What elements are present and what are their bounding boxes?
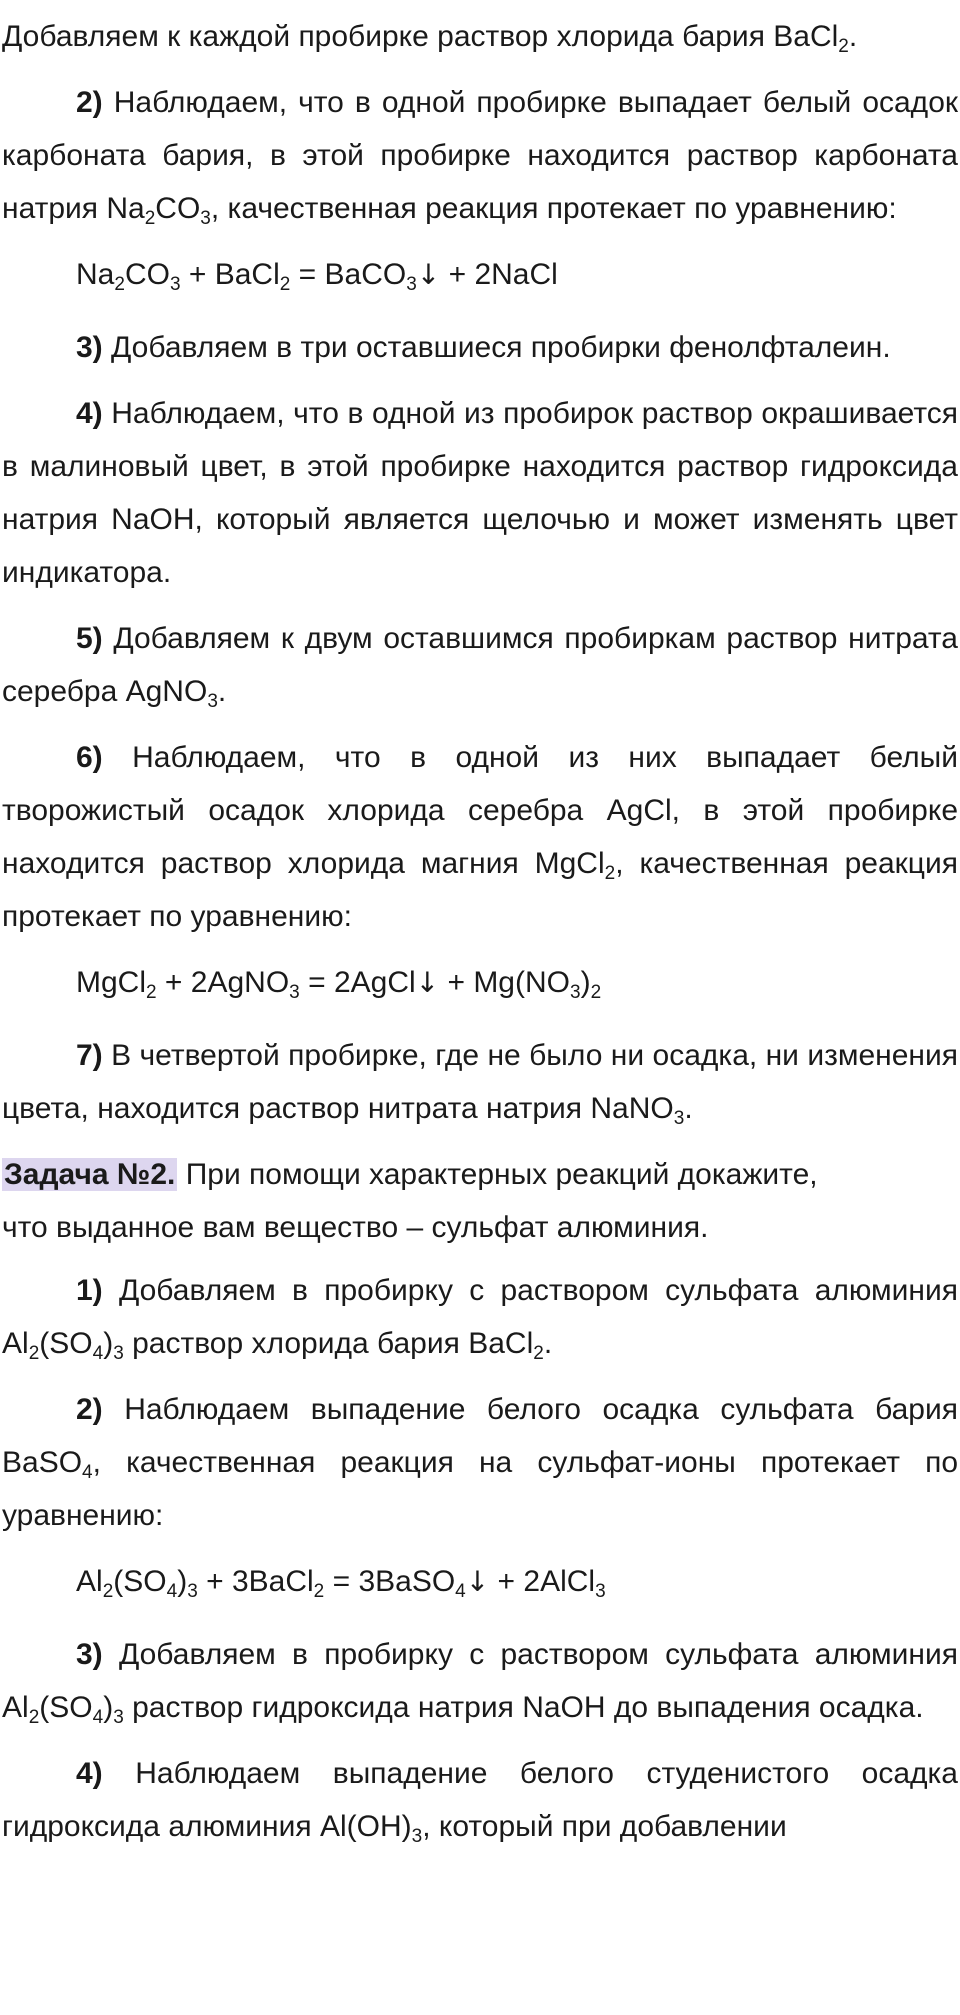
step-number: 3) (76, 331, 103, 364)
subscript: 3 (169, 274, 181, 295)
precipitate-arrow-icon: ↓ (465, 1565, 490, 1598)
text: Добавляем к двум оставшимся пробиркам раствор нитрата серебра AgNO (2, 622, 958, 708)
text: В четвертой пробирке, где не было ни осадка, ни изменения цвета, находится раствор нитрата натрия NaNO (2, 1039, 958, 1125)
text: . (217, 675, 227, 708)
text: + 3BaCl (197, 1565, 314, 1598)
text: , качественная реакция на сульфат-ионы протекает по уравнению: (2, 1446, 958, 1532)
subscript: 4 (166, 1581, 178, 1602)
subscript: 2 (838, 36, 849, 57)
step-number: 4) (76, 1757, 103, 1790)
text: + 2AlCl (489, 1565, 596, 1598)
subscript: 2 (533, 1343, 544, 1364)
step-number: 6) (76, 741, 103, 774)
text: Добавляем в пробирку с раствором сульфата алюминия Al (2, 1274, 958, 1360)
equation-1 (76, 248, 958, 301)
step-number: 2) (76, 1393, 103, 1426)
subscript: 2 (146, 982, 157, 1003)
subscript: 3 (207, 691, 218, 712)
text: , который при добавлении (422, 1810, 787, 1843)
equation-2 (76, 956, 958, 1009)
text: = 2AgCl (299, 966, 416, 999)
subscript: 4 (92, 1707, 104, 1728)
text: CO (124, 258, 170, 291)
subscript: 3 (411, 1826, 423, 1847)
task-heading (2, 1148, 958, 1254)
task-text: При помощи характерных реакций докажите, (177, 1158, 818, 1191)
text: ) (177, 1565, 188, 1598)
text: ) (580, 966, 591, 999)
document-body (2, 10, 958, 1853)
text: + 2NaCl (440, 258, 558, 291)
equation-3 (76, 1555, 958, 1608)
text: = 3BaSO (324, 1565, 456, 1598)
subscript: 2 (144, 208, 156, 229)
paragraph-task2-step-4 (2, 1747, 958, 1853)
paragraph-task2-step-2 (2, 1383, 958, 1542)
subscript: 3 (569, 982, 581, 1003)
text: , качественная реакция протекает по уравнению: (2, 847, 958, 933)
subscript: 2 (114, 274, 125, 295)
text: ) (103, 1327, 114, 1360)
text: Наблюдаем, что в одной из них выпадает белый творожистый осадок хлорида серебра AgCl, в этой пробирке находится раствор хлорида магния MgCl (2, 741, 958, 880)
text: = BaCO (290, 258, 407, 291)
subscript: 2 (102, 1581, 114, 1602)
paragraph-step-4 (2, 387, 958, 599)
paragraph-step-3 (2, 321, 958, 374)
text: Добавляем в пробирку с раствором сульфата алюминия Al (2, 1638, 958, 1724)
subscript: 2 (28, 1707, 40, 1728)
text: , качественная реакция протекает по уравнению: (210, 192, 897, 225)
subscript: 3 (113, 1343, 124, 1364)
text: . (684, 1092, 693, 1125)
text: MgCl (76, 966, 147, 999)
step-number: 4) (76, 397, 103, 430)
subscript: 2 (313, 1581, 325, 1602)
subscript: 3 (406, 274, 417, 295)
step-number: 1) (76, 1274, 103, 1307)
precipitate-arrow-icon: ↓ (415, 966, 440, 999)
subscript: 4 (455, 1581, 466, 1602)
paragraph-step-6 (2, 731, 958, 943)
subscript: 4 (82, 1462, 93, 1483)
subscript: 3 (113, 1707, 124, 1728)
text: ) (103, 1691, 114, 1724)
text: раствор хлорида бария BaCl (123, 1327, 534, 1360)
subscript: 2 (590, 982, 602, 1003)
subscript: 3 (673, 1108, 685, 1129)
subscript: 3 (187, 1581, 198, 1602)
subscript: 2 (28, 1343, 40, 1364)
text: (SO (39, 1691, 93, 1724)
text: Наблюдаем, что в одной из пробирок раствор окрашивается в малиновый цвет, в этой пробирке находится раствор гидроксида натрия NaOH, который является щелочью и может изменять цвет индикатора. (2, 397, 958, 589)
text: раствор гидроксида натрия NaOH до выпадения осадка. (123, 1691, 924, 1724)
text: CO (155, 192, 201, 225)
step-number: 5) (76, 622, 103, 655)
text: Добавляем к каждой пробирке раствор хлорида бария BaCl (2, 20, 839, 53)
text: + Mg(NO (439, 966, 570, 999)
subscript: 3 (595, 1581, 606, 1602)
subscript: 2 (279, 274, 291, 295)
step-number: 3) (76, 1638, 103, 1671)
text: Наблюдаем выпадение белого осадка сульфата бария BaSO (2, 1393, 958, 1479)
text: Наблюдаем, что в одной пробирке выпадает белый осадок карбоната бария, в этой пробирке находится раствор карбоната натрия Na (2, 86, 958, 225)
text: + 2AgNO (156, 966, 290, 999)
text: (SO (113, 1565, 167, 1598)
subscript: 3 (289, 982, 300, 1003)
precipitate-arrow-icon: ↓ (416, 258, 441, 291)
text: Добавляем в три оставшиеся пробирки фенолфталеин. (102, 331, 891, 364)
subscript: 3 (200, 208, 211, 229)
task-text: что выданное вам вещество – сульфат алюминия. (2, 1211, 709, 1244)
text: Na (76, 258, 115, 291)
text: (SO (39, 1327, 93, 1360)
text: . (543, 1327, 553, 1360)
text: Наблюдаем выпадение белого студенистого осадка гидроксида алюминия Al(OH) (2, 1757, 958, 1843)
task-label: Задача №2. (4, 1158, 176, 1191)
paragraph-step-5 (2, 612, 958, 718)
step-number: 7) (76, 1039, 103, 1072)
text: . (848, 20, 858, 53)
text: Al (76, 1565, 103, 1598)
paragraph-step-2 (2, 76, 958, 235)
paragraph-task2-step-3 (2, 1628, 958, 1734)
subscript: 4 (92, 1343, 104, 1364)
paragraph-step-7 (2, 1029, 958, 1135)
step-number: 2) (76, 86, 103, 119)
paragraph-task2-step-1 (2, 1264, 958, 1370)
text: + BaCl (180, 258, 280, 291)
subscript: 2 (604, 863, 616, 884)
paragraph-intro (2, 10, 958, 63)
